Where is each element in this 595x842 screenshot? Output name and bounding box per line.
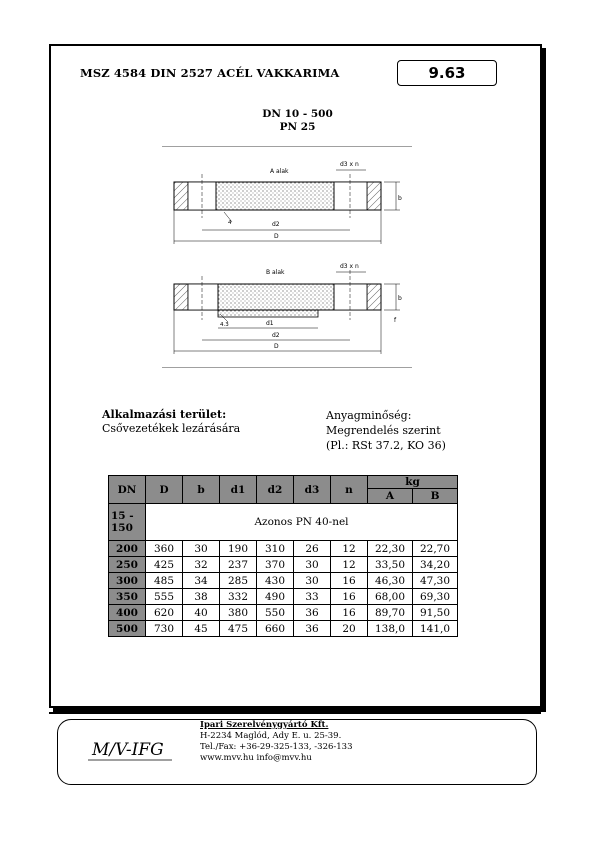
table-row [109,573,458,589]
table-cell: 550 [257,605,294,621]
table-cell: 475 [220,621,257,637]
bottom-label-form: B alak [266,269,285,276]
table-cell: 485 [146,573,183,589]
material-line-3: (Pl.: RSt 37.2, KO 36) [326,439,446,452]
document-title: MSZ 4584 DIN 2527 ACÉL VAKKARIMA [80,66,340,80]
table-cell: 620 [146,605,183,621]
table-row [109,557,458,573]
company-logo-text: M/V-IFG [92,740,164,760]
table-cell: 425 [146,557,183,573]
top-label-hole: d3 x n [340,161,359,168]
flange-type-b [174,263,402,354]
company-name: Ipari Szerelvénygyártó Kft. [200,720,329,730]
table-cell-dn: 15 - 150 [109,504,146,541]
table-cell: 22,30 [368,541,413,557]
catalog-code-box: 9.63 [397,60,497,86]
table-row [109,541,458,557]
table-cell: 36 [294,621,331,637]
table-cell: 660 [257,621,294,637]
table-cell: 32 [183,557,220,573]
table-cell-dn: 300 [109,573,146,589]
bottom-label-f: f [394,317,397,324]
table-cell: 68,00 [368,589,413,605]
table-cell: 332 [220,589,257,605]
top-label-b: b [398,195,402,202]
table-cell: 45 [183,621,220,637]
bottom-label-d: D [274,343,279,350]
table-cell: 12 [331,541,368,557]
table-cell: 360 [146,541,183,557]
bottom-label-hole: d3 x n [340,263,359,270]
table-cell: 26 [294,541,331,557]
table-cell: 555 [146,589,183,605]
table-cell-dn: 200 [109,541,146,557]
table-cell: 16 [331,605,368,621]
table-cell: 91,50 [413,605,458,621]
material-heading: Anyagminőség: [326,409,412,422]
top-label-d: D [274,233,279,240]
table-cell: 16 [331,589,368,605]
table-cell: 89,70 [368,605,413,621]
header-d1: d1 [220,476,257,504]
table-cell: 69,30 [413,589,458,605]
table-cell: 30 [294,573,331,589]
top-label-chamfer: 4 [228,220,232,226]
table-cell: 730 [146,621,183,637]
table-cell-dn: 350 [109,589,146,605]
table-cell-note: Azonos PN 40-nel [146,504,458,541]
company-web: www.mvv.hu info@mvv.hu [200,753,312,763]
table-cell: 237 [220,557,257,573]
table-cell: 12 [331,557,368,573]
company-info [200,720,353,764]
table-cell: 30 [183,541,220,557]
table-row [109,589,458,605]
table-row [109,605,458,621]
bottom-label-d1: d1 [266,320,274,327]
material-section [326,408,446,453]
table-cell-dn: 500 [109,621,146,637]
table-cell: 22,70 [413,541,458,557]
dn-range: DN 10 - 500 [262,108,333,120]
application-heading: Alkalmazási terület: [102,408,227,421]
dimensions-table [108,475,458,637]
table-cell: 490 [257,589,294,605]
flange-type-a [174,161,402,244]
table-cell: 20 [331,621,368,637]
top-label-form: A alak [270,168,289,175]
table-cell-dn: 250 [109,557,146,573]
table-cell: 430 [257,573,294,589]
header-d2: d2 [257,476,294,504]
table-cell: 30 [294,557,331,573]
bottom-label-b: b [398,295,402,302]
table-cell: 33,50 [368,557,413,573]
table-cell: 34 [183,573,220,589]
table-cell-dn: 400 [109,605,146,621]
application-text: Csővezetékek lezárására [102,422,241,435]
table-cell: 380 [220,605,257,621]
table-cell: 38 [183,589,220,605]
table-cell: 33 [294,589,331,605]
bottom-label-chamfer: 4.3 [220,322,229,328]
table-cell: 370 [257,557,294,573]
company-phone: Tel./Fax: +36-29-325-133, -326-133 [200,742,353,752]
table-cell: 141,0 [413,621,458,637]
table-cell: 16 [331,573,368,589]
header-kg-b: B [413,489,458,504]
header-b: b [183,476,220,504]
bottom-label-d2: d2 [272,332,280,339]
header-kg-a: A [368,489,413,504]
table-row-merged [109,504,458,541]
pn-rating: PN 25 [279,121,316,133]
header-kg: kg [368,476,458,489]
table-cell: 190 [220,541,257,557]
company-address: H-2234 Maglód, Ady E. u. 25-39. [200,731,342,741]
table-cell: 34,20 [413,557,458,573]
header-d3: d3 [294,476,331,504]
footer-divider [49,712,541,714]
table-header-row [109,476,458,489]
table-cell: 36 [294,605,331,621]
table-cell: 46,30 [368,573,413,589]
table-cell: 285 [220,573,257,589]
application-section [102,408,240,436]
table-cell: 310 [257,541,294,557]
top-label-d2: d2 [272,221,280,228]
header-n: n [331,476,368,504]
flange-technical-drawing [162,146,412,368]
table-cell: 138,0 [368,621,413,637]
table-row [109,621,458,637]
material-line-2: Megrendelés szerint [326,424,441,437]
header-d: D [146,476,183,504]
header-dn: DN [109,476,146,504]
table-cell: 40 [183,605,220,621]
company-logo [88,734,172,764]
table-cell: 47,30 [413,573,458,589]
